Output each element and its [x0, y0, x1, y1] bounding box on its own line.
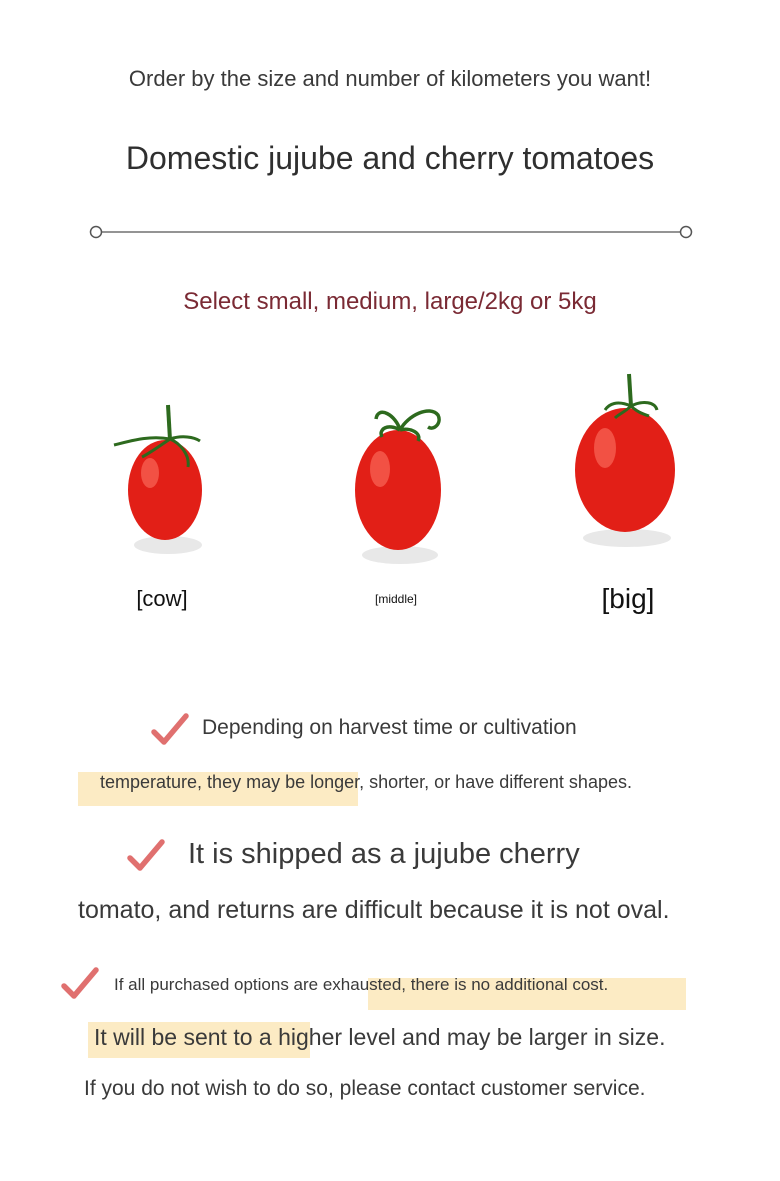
check-icon: [150, 710, 190, 750]
size-selection-subtitle: Select small, medium, large/2kg or 5kg: [183, 288, 597, 315]
note2-line1: It is shipped as a jujube cherry: [188, 838, 580, 870]
size-label-small: [cow]: [136, 586, 188, 611]
intro-text: Order by the size and number of kilometers you want!: [128, 66, 652, 91]
check-icon: [60, 964, 100, 1004]
size-label-large: [big]: [601, 583, 655, 614]
tomato-large-image: [565, 370, 695, 570]
tomato-small-image: [100, 395, 230, 595]
note1-line1: Depending on harvest time or cultivation: [202, 716, 577, 739]
page-title: Domestic jujube and cherry tomatoes: [125, 140, 655, 176]
title-divider: [88, 224, 694, 240]
note3-line2: It will be sent to a higher level and may be larger in size.: [94, 1024, 666, 1050]
tomato-medium-image: [338, 385, 468, 585]
note2-line2: tomato, and returns are difficult because it is not oval.: [78, 896, 670, 924]
note1-line2: temperature, they may be longer, shorter, or have different shapes.: [100, 772, 632, 792]
note3-line1: If all purchased options are exhausted, there is no additional cost.: [114, 975, 609, 994]
check-icon: [126, 836, 166, 876]
note3-line3: If you do not wish to do so, please contact customer service.: [84, 1077, 646, 1100]
size-label-medium: [middle]: [374, 592, 418, 606]
